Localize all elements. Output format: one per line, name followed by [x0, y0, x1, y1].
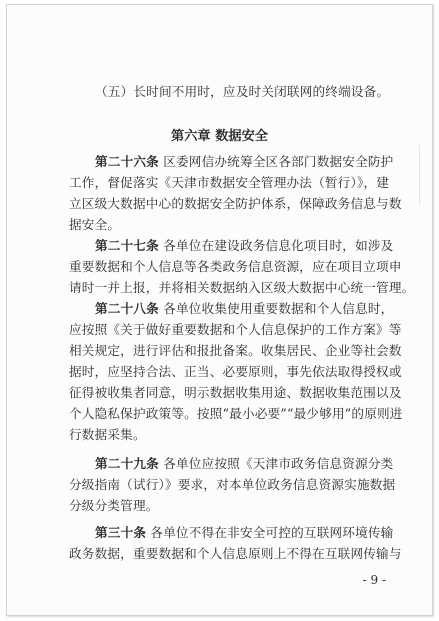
article-27-line-3: 请时一并上报，并将相关数据纳入区级大数据中心统一管理。: [69, 280, 415, 295]
article-28-line-7: 行数据采集。: [69, 427, 146, 442]
article-28-line-3: 相关规定，进行评估和报批备案。收集居民、企业等社会数: [69, 343, 402, 358]
clause-item-5: （五）长时间不用时，应及时关闭联网的终端设备。: [95, 84, 390, 99]
article-28-line-4: 据时，应坚持合法、正当、必要原则，事先依法取得授权或: [69, 364, 402, 379]
article-29-number: 第二十九条: [95, 456, 159, 471]
document-page: [6, 4, 433, 616]
article-28-line-2: 应按照《关于做好重要数据和个人信息保护的工作方案》等: [69, 322, 402, 337]
article-29-line-2: 分级指南（试行）》要求，对本单位政务信息资源实施数据: [69, 477, 396, 492]
article-26-line-1: 第二十六条 区委网信办统筹全区各部门数据安全防护: [95, 154, 394, 169]
article-27-line-2: 重要数据和个人信息等各类政务信息资源，应在项目立项申: [69, 259, 402, 274]
article-29-line-1: 第二十九条 各单位应按照《天津市政务信息资源分类: [95, 456, 394, 471]
article-26-line-2: 工作，督促落实《天津市数据安全管理办法（暂行）》，建: [69, 175, 390, 190]
article-27-number: 第二十七条: [95, 238, 159, 253]
article-26-number: 第二十六条: [95, 154, 159, 169]
article-28-number: 第二十八条: [95, 301, 159, 316]
article-27-line-1: 第二十七条 各单位在建设政务信息化项目时，如涉及: [95, 238, 394, 253]
article-30-line-2: 政务数据，重要数据和个人信息原则上不得在互联网传输与: [69, 546, 402, 561]
article-28-line-5: 征得被收集者同意，明示数据收集用途、数据收集范围以及: [69, 385, 402, 400]
page-number: - 9 -: [362, 573, 386, 587]
article-30-line-1: 第三十条 各单位不得在非安全可控的互联网环境传输: [95, 525, 394, 540]
article-26-line-3: 立区级大数据中心的数据安全防护体系，保障政务信息与数: [69, 196, 402, 211]
scan-edge-mark: [419, 145, 420, 205]
article-28-line-6: 个人隐私保护政策等。按照“最小必要”“最少够用”的原则进: [69, 406, 403, 421]
article-26-line-4: 据安全。: [69, 217, 121, 232]
article-30-number: 第三十条: [95, 525, 147, 540]
article-29-line-3: 分级分类管理。: [69, 498, 159, 513]
article-28-line-1: 第二十八条 各单位收集使用重要数据和个人信息时，: [95, 301, 394, 316]
chapter-heading: 第六章 数据安全: [171, 129, 268, 144]
